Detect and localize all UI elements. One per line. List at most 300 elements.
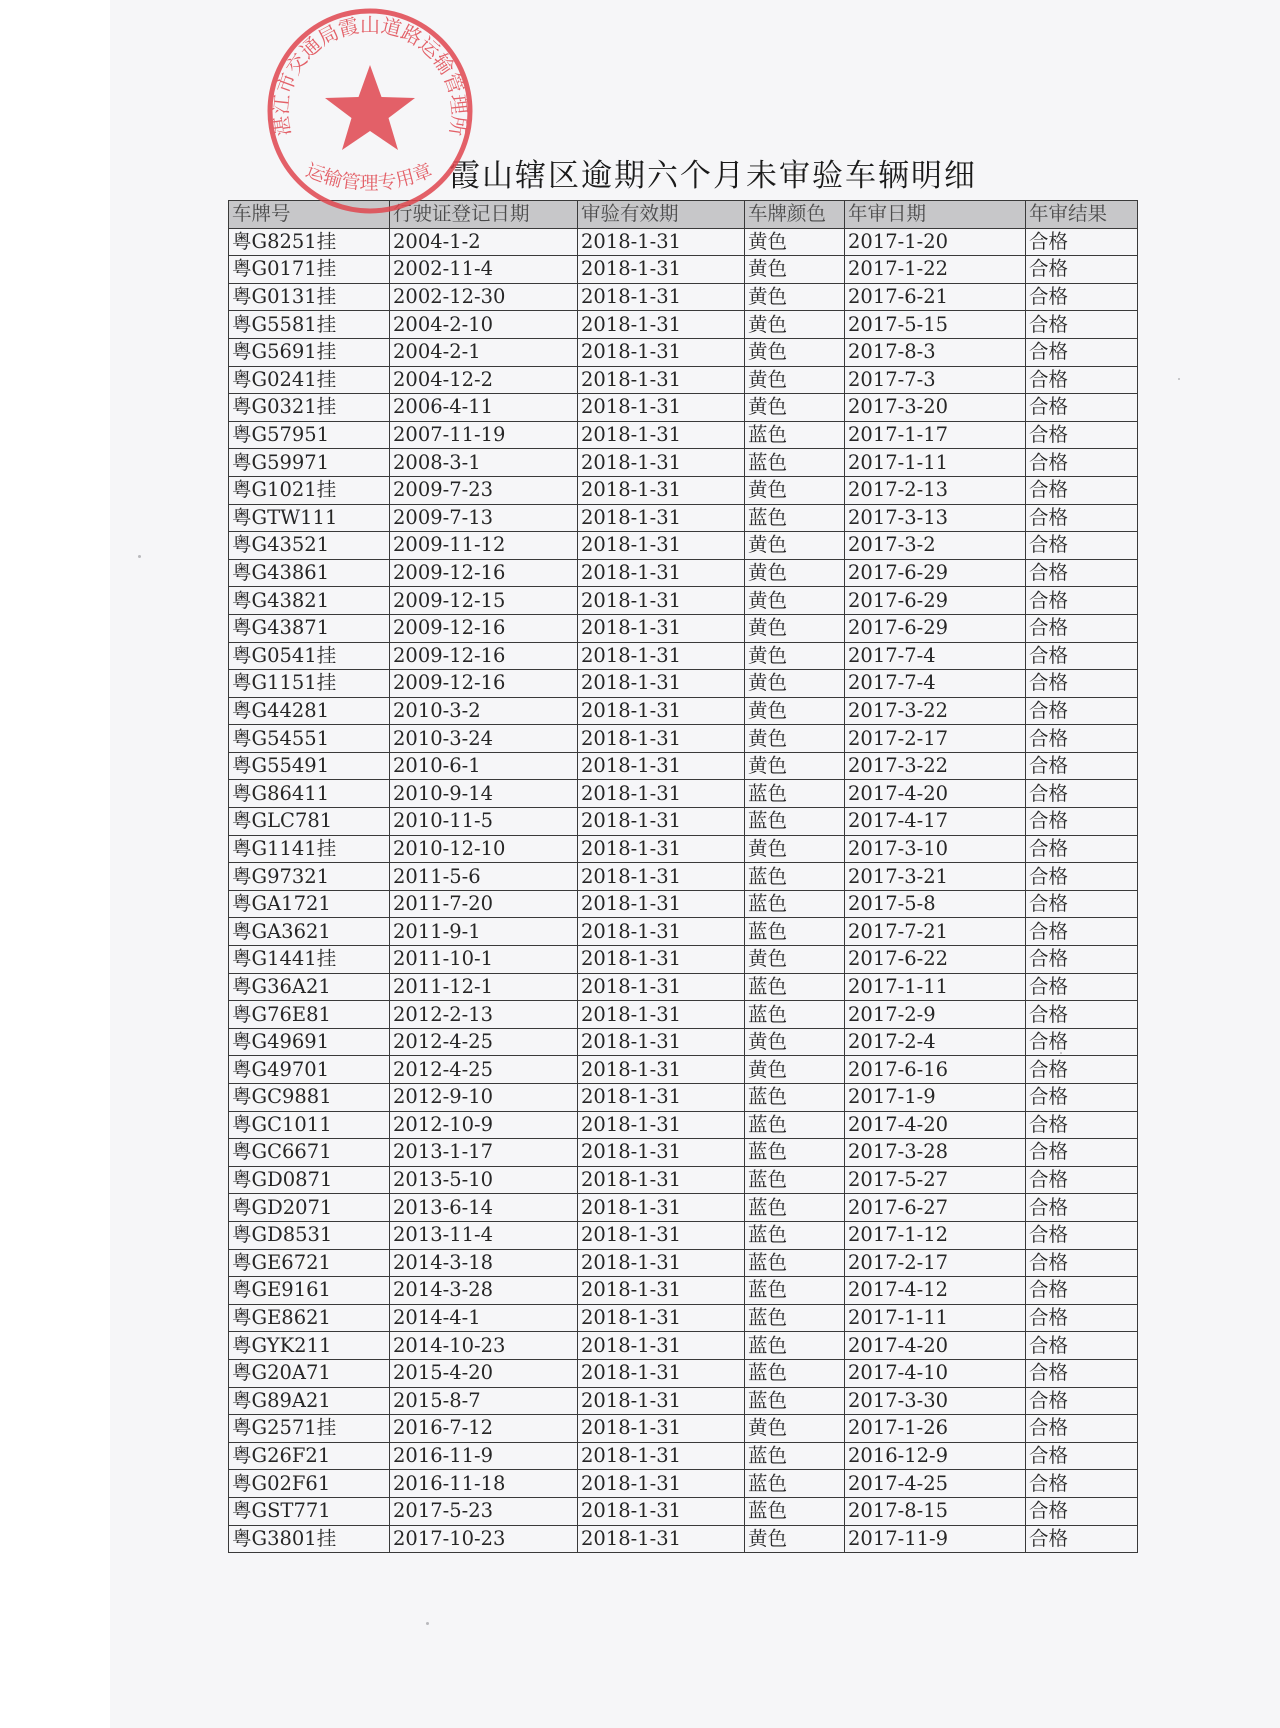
table-row xyxy=(229,1194,1138,1222)
inspection-result-cell: 合格 xyxy=(1026,1166,1138,1194)
registration-date-cell: 2015-4-20 xyxy=(390,1359,578,1387)
plate-color-cell: 黄色 xyxy=(745,366,845,394)
inspection-result-cell: 合格 xyxy=(1026,614,1138,642)
inspection-result-cell: 合格 xyxy=(1026,1442,1138,1470)
plate-color-cell: 蓝色 xyxy=(745,1277,845,1305)
plate-number-cell: 粤G43871 xyxy=(229,614,390,642)
plate-number-cell: 粤G1141挂 xyxy=(229,835,390,863)
inspection-date-cell: 2017-4-25 xyxy=(845,1470,1026,1498)
inspection-validity-cell: 2018-1-31 xyxy=(578,394,745,422)
inspection-validity-cell: 2018-1-31 xyxy=(578,614,745,642)
table-row xyxy=(229,780,1138,808)
inspection-result-cell: 合格 xyxy=(1026,835,1138,863)
vehicle-table xyxy=(228,200,1138,1553)
header-registration-date: 行驶证登记日期 xyxy=(390,201,578,229)
table-row xyxy=(229,725,1138,753)
registration-date-cell: 2011-10-1 xyxy=(390,946,578,974)
header-inspection-date: 年审日期 xyxy=(845,201,1026,229)
inspection-validity-cell: 2018-1-31 xyxy=(578,1387,745,1415)
inspection-validity-cell: 2018-1-31 xyxy=(578,532,745,560)
table-row xyxy=(229,338,1138,366)
inspection-result-cell: 合格 xyxy=(1026,670,1138,698)
registration-date-cell: 2013-1-17 xyxy=(390,1139,578,1167)
table-row xyxy=(229,835,1138,863)
official-seal xyxy=(256,3,484,223)
registration-date-cell: 2017-5-23 xyxy=(390,1497,578,1525)
inspection-result-cell: 合格 xyxy=(1026,1111,1138,1139)
inspection-result-cell: 合格 xyxy=(1026,1249,1138,1277)
table-row xyxy=(229,642,1138,670)
inspection-date-cell: 2017-8-3 xyxy=(845,338,1026,366)
inspection-validity-cell: 2018-1-31 xyxy=(578,697,745,725)
inspection-result-cell: 合格 xyxy=(1026,421,1138,449)
inspection-validity-cell: 2018-1-31 xyxy=(578,338,745,366)
plate-number-cell: 粤G0541挂 xyxy=(229,642,390,670)
plate-number-cell: 粤GE8621 xyxy=(229,1304,390,1332)
plate-number-cell: 粤GA3621 xyxy=(229,918,390,946)
plate-number-cell: 粤GC9881 xyxy=(229,1084,390,1112)
registration-date-cell: 2013-5-10 xyxy=(390,1166,578,1194)
plate-color-cell: 蓝色 xyxy=(745,1387,845,1415)
seal-bottom-text: 运输管理专用章 xyxy=(302,159,436,195)
plate-color-cell: 蓝色 xyxy=(745,421,845,449)
inspection-date-cell: 2017-7-4 xyxy=(845,642,1026,670)
plate-number-cell: 粤G5581挂 xyxy=(229,311,390,339)
table-row xyxy=(229,1359,1138,1387)
inspection-date-cell: 2017-2-4 xyxy=(845,1028,1026,1056)
plate-color-cell: 蓝色 xyxy=(745,973,845,1001)
table-row xyxy=(229,670,1138,698)
table-row xyxy=(229,973,1138,1001)
inspection-validity-cell: 2018-1-31 xyxy=(578,1084,745,1112)
registration-date-cell: 2010-3-24 xyxy=(390,725,578,753)
inspection-date-cell: 2017-3-22 xyxy=(845,697,1026,725)
plate-number-cell: 粤G2571挂 xyxy=(229,1415,390,1443)
inspection-validity-cell: 2018-1-31 xyxy=(578,1497,745,1525)
table-row xyxy=(229,1415,1138,1443)
plate-number-cell: 粤GC1011 xyxy=(229,1111,390,1139)
seal-star-icon xyxy=(325,65,415,150)
inspection-date-cell: 2017-1-9 xyxy=(845,1084,1026,1112)
table-row xyxy=(229,366,1138,394)
plate-color-cell: 黄色 xyxy=(745,752,845,780)
plate-color-cell: 黄色 xyxy=(745,725,845,753)
inspection-result-cell: 合格 xyxy=(1026,863,1138,891)
plate-color-cell: 黄色 xyxy=(745,642,845,670)
inspection-validity-cell: 2018-1-31 xyxy=(578,642,745,670)
inspection-date-cell: 2017-4-10 xyxy=(845,1359,1026,1387)
plate-color-cell: 蓝色 xyxy=(745,1221,845,1249)
registration-date-cell: 2009-12-16 xyxy=(390,614,578,642)
plate-number-cell: 粤G1021挂 xyxy=(229,476,390,504)
inspection-date-cell: 2017-6-21 xyxy=(845,283,1026,311)
inspection-date-cell: 2017-6-29 xyxy=(845,559,1026,587)
plate-color-cell: 蓝色 xyxy=(745,1111,845,1139)
plate-color-cell: 黄色 xyxy=(745,338,845,366)
plate-number-cell: 粤GST771 xyxy=(229,1497,390,1525)
inspection-validity-cell: 2018-1-31 xyxy=(578,228,745,256)
inspection-date-cell: 2017-5-8 xyxy=(845,890,1026,918)
inspection-validity-cell: 2018-1-31 xyxy=(578,283,745,311)
plate-color-cell: 蓝色 xyxy=(745,1332,845,1360)
inspection-result-cell: 合格 xyxy=(1026,725,1138,753)
registration-date-cell: 2011-7-20 xyxy=(390,890,578,918)
inspection-result-cell: 合格 xyxy=(1026,366,1138,394)
plate-color-cell: 蓝色 xyxy=(745,808,845,836)
plate-number-cell: 粤G0241挂 xyxy=(229,366,390,394)
plate-color-cell: 黄色 xyxy=(745,1525,845,1553)
scan-speck xyxy=(138,555,141,558)
inspection-result-cell: 合格 xyxy=(1026,283,1138,311)
plate-color-cell: 蓝色 xyxy=(745,504,845,532)
inspection-result-cell: 合格 xyxy=(1026,1221,1138,1249)
inspection-result-cell: 合格 xyxy=(1026,1332,1138,1360)
inspection-result-cell: 合格 xyxy=(1026,1028,1138,1056)
registration-date-cell: 2011-9-1 xyxy=(390,918,578,946)
inspection-result-cell: 合格 xyxy=(1026,338,1138,366)
plate-color-cell: 蓝色 xyxy=(745,890,845,918)
inspection-validity-cell: 2018-1-31 xyxy=(578,587,745,615)
table-row xyxy=(229,808,1138,836)
inspection-validity-cell: 2018-1-31 xyxy=(578,1194,745,1222)
inspection-date-cell: 2017-6-16 xyxy=(845,1056,1026,1084)
plate-number-cell: 粤G8251挂 xyxy=(229,228,390,256)
inspection-validity-cell: 2018-1-31 xyxy=(578,1056,745,1084)
inspection-validity-cell: 2018-1-31 xyxy=(578,1001,745,1029)
inspection-date-cell: 2017-3-20 xyxy=(845,394,1026,422)
plate-number-cell: 粤G57951 xyxy=(229,421,390,449)
table-row xyxy=(229,394,1138,422)
table-row xyxy=(229,697,1138,725)
inspection-validity-cell: 2018-1-31 xyxy=(578,311,745,339)
plate-number-cell: 粤GD2071 xyxy=(229,1194,390,1222)
plate-number-cell: 粤G43861 xyxy=(229,559,390,587)
plate-number-cell: 粤G76E81 xyxy=(229,1001,390,1029)
table-row xyxy=(229,1304,1138,1332)
inspection-date-cell: 2017-5-27 xyxy=(845,1166,1026,1194)
inspection-date-cell: 2017-1-20 xyxy=(845,228,1026,256)
inspection-result-cell: 合格 xyxy=(1026,697,1138,725)
inspection-date-cell: 2017-4-17 xyxy=(845,808,1026,836)
inspection-result-cell: 合格 xyxy=(1026,504,1138,532)
plate-color-cell: 黄色 xyxy=(745,532,845,560)
inspection-result-cell: 合格 xyxy=(1026,973,1138,1001)
table-row xyxy=(229,1056,1138,1084)
registration-date-cell: 2015-8-7 xyxy=(390,1387,578,1415)
table-row xyxy=(229,946,1138,974)
table-row xyxy=(229,614,1138,642)
plate-color-cell: 蓝色 xyxy=(745,1194,845,1222)
table-row xyxy=(229,1387,1138,1415)
plate-color-cell: 黄色 xyxy=(745,670,845,698)
table-row xyxy=(229,1166,1138,1194)
registration-date-cell: 2010-9-14 xyxy=(390,780,578,808)
inspection-date-cell: 2017-1-17 xyxy=(845,421,1026,449)
plate-color-cell: 蓝色 xyxy=(745,1442,845,1470)
inspection-date-cell: 2017-3-22 xyxy=(845,752,1026,780)
table-row xyxy=(229,1332,1138,1360)
inspection-result-cell: 合格 xyxy=(1026,476,1138,504)
plate-color-cell: 黄色 xyxy=(745,697,845,725)
inspection-date-cell: 2017-3-2 xyxy=(845,532,1026,560)
plate-color-cell: 蓝色 xyxy=(745,1084,845,1112)
seal-arc-text: 湛江市交通局霞山道路运输管理所 xyxy=(268,12,472,138)
plate-number-cell: 粤G54551 xyxy=(229,725,390,753)
registration-date-cell: 2013-11-4 xyxy=(390,1221,578,1249)
inspection-result-cell: 合格 xyxy=(1026,946,1138,974)
table-row xyxy=(229,1111,1138,1139)
registration-date-cell: 2011-12-1 xyxy=(390,973,578,1001)
registration-date-cell: 2016-11-18 xyxy=(390,1470,578,1498)
inspection-date-cell: 2017-2-17 xyxy=(845,725,1026,753)
inspection-validity-cell: 2018-1-31 xyxy=(578,780,745,808)
registration-date-cell: 2010-12-10 xyxy=(390,835,578,863)
inspection-result-cell: 合格 xyxy=(1026,780,1138,808)
inspection-validity-cell: 2018-1-31 xyxy=(578,256,745,284)
inspection-validity-cell: 2018-1-31 xyxy=(578,1166,745,1194)
plate-number-cell: 粤G20A71 xyxy=(229,1359,390,1387)
plate-number-cell: 粤G26F21 xyxy=(229,1442,390,1470)
plate-number-cell: 粤G0131挂 xyxy=(229,283,390,311)
table-row xyxy=(229,256,1138,284)
plate-number-cell: 粤G5691挂 xyxy=(229,338,390,366)
plate-number-cell: 粤G49691 xyxy=(229,1028,390,1056)
header-inspection-validity: 审验有效期 xyxy=(578,201,745,229)
inspection-validity-cell: 2018-1-31 xyxy=(578,1470,745,1498)
plate-number-cell: 粤G02F61 xyxy=(229,1470,390,1498)
table-row xyxy=(229,449,1138,477)
inspection-validity-cell: 2018-1-31 xyxy=(578,1277,745,1305)
plate-number-cell: 粤GD8531 xyxy=(229,1221,390,1249)
inspection-validity-cell: 2018-1-31 xyxy=(578,1304,745,1332)
registration-date-cell: 2009-7-13 xyxy=(390,504,578,532)
plate-number-cell: 粤G36A21 xyxy=(229,973,390,1001)
registration-date-cell: 2017-10-23 xyxy=(390,1525,578,1553)
inspection-result-cell: 合格 xyxy=(1026,1277,1138,1305)
scan-margin xyxy=(0,0,110,1728)
registration-date-cell: 2009-12-15 xyxy=(390,587,578,615)
table-row xyxy=(229,1139,1138,1167)
inspection-date-cell: 2017-1-11 xyxy=(845,973,1026,1001)
plate-number-cell: 粤G3801挂 xyxy=(229,1525,390,1553)
table-row xyxy=(229,1277,1138,1305)
inspection-result-cell: 合格 xyxy=(1026,752,1138,780)
inspection-result-cell: 合格 xyxy=(1026,1084,1138,1112)
registration-date-cell: 2012-9-10 xyxy=(390,1084,578,1112)
inspection-result-cell: 合格 xyxy=(1026,1359,1138,1387)
inspection-result-cell: 合格 xyxy=(1026,587,1138,615)
table-row xyxy=(229,1028,1138,1056)
inspection-result-cell: 合格 xyxy=(1026,311,1138,339)
plate-number-cell: 粤G44281 xyxy=(229,697,390,725)
inspection-date-cell: 2017-4-20 xyxy=(845,780,1026,808)
plate-color-cell: 黄色 xyxy=(745,311,845,339)
table-row xyxy=(229,752,1138,780)
inspection-result-cell: 合格 xyxy=(1026,1470,1138,1498)
plate-number-cell: 粤GE9161 xyxy=(229,1277,390,1305)
inspection-validity-cell: 2018-1-31 xyxy=(578,1525,745,1553)
registration-date-cell: 2007-11-19 xyxy=(390,421,578,449)
plate-number-cell: 粤G1441挂 xyxy=(229,946,390,974)
plate-color-cell: 蓝色 xyxy=(745,1166,845,1194)
table-row xyxy=(229,1525,1138,1553)
inspection-date-cell: 2017-3-21 xyxy=(845,863,1026,891)
inspection-result-cell: 合格 xyxy=(1026,1056,1138,1084)
inspection-validity-cell: 2018-1-31 xyxy=(578,1442,745,1470)
plate-color-cell: 蓝色 xyxy=(745,1359,845,1387)
inspection-result-cell: 合格 xyxy=(1026,256,1138,284)
registration-date-cell: 2004-2-1 xyxy=(390,338,578,366)
plate-number-cell: 粤GYK211 xyxy=(229,1332,390,1360)
table-row xyxy=(229,1497,1138,1525)
inspection-validity-cell: 2018-1-31 xyxy=(578,670,745,698)
registration-date-cell: 2012-10-9 xyxy=(390,1111,578,1139)
inspection-date-cell: 2017-11-9 xyxy=(845,1525,1026,1553)
plate-color-cell: 蓝色 xyxy=(745,918,845,946)
table-row xyxy=(229,863,1138,891)
registration-date-cell: 2009-12-16 xyxy=(390,559,578,587)
inspection-result-cell: 合格 xyxy=(1026,642,1138,670)
table-row xyxy=(229,476,1138,504)
table-row xyxy=(229,559,1138,587)
inspection-result-cell: 合格 xyxy=(1026,1001,1138,1029)
plate-number-cell: 粤GA1721 xyxy=(229,890,390,918)
plate-number-cell: 粤GD0871 xyxy=(229,1166,390,1194)
inspection-date-cell: 2017-3-13 xyxy=(845,504,1026,532)
registration-date-cell: 2004-2-10 xyxy=(390,311,578,339)
registration-date-cell: 2014-3-18 xyxy=(390,1249,578,1277)
table-row xyxy=(229,1442,1138,1470)
inspection-date-cell: 2017-5-15 xyxy=(845,311,1026,339)
inspection-date-cell: 2017-2-17 xyxy=(845,1249,1026,1277)
registration-date-cell: 2016-11-9 xyxy=(390,1442,578,1470)
plate-color-cell: 黄色 xyxy=(745,228,845,256)
table-row xyxy=(229,1221,1138,1249)
inspection-date-cell: 2017-2-9 xyxy=(845,1001,1026,1029)
plate-color-cell: 黄色 xyxy=(745,614,845,642)
inspection-validity-cell: 2018-1-31 xyxy=(578,1332,745,1360)
inspection-result-cell: 合格 xyxy=(1026,808,1138,836)
inspection-result-cell: 合格 xyxy=(1026,532,1138,560)
inspection-result-cell: 合格 xyxy=(1026,1415,1138,1443)
registration-date-cell: 2009-11-12 xyxy=(390,532,578,560)
plate-color-cell: 黄色 xyxy=(745,559,845,587)
inspection-validity-cell: 2018-1-31 xyxy=(578,752,745,780)
registration-date-cell: 2009-12-16 xyxy=(390,642,578,670)
plate-color-cell: 黄色 xyxy=(745,1415,845,1443)
registration-date-cell: 2010-11-5 xyxy=(390,808,578,836)
table-row xyxy=(229,1001,1138,1029)
registration-date-cell: 2009-12-16 xyxy=(390,670,578,698)
plate-number-cell: 粤G1151挂 xyxy=(229,670,390,698)
plate-color-cell: 蓝色 xyxy=(745,1470,845,1498)
plate-color-cell: 蓝色 xyxy=(745,449,845,477)
plate-color-cell: 黄色 xyxy=(745,476,845,504)
inspection-date-cell: 2017-1-11 xyxy=(845,1304,1026,1332)
table-row xyxy=(229,1470,1138,1498)
inspection-validity-cell: 2018-1-31 xyxy=(578,1111,745,1139)
inspection-validity-cell: 2018-1-31 xyxy=(578,946,745,974)
inspection-validity-cell: 2018-1-31 xyxy=(578,918,745,946)
inspection-date-cell: 2017-6-27 xyxy=(845,1194,1026,1222)
registration-date-cell: 2004-12-2 xyxy=(390,366,578,394)
plate-color-cell: 蓝色 xyxy=(745,780,845,808)
inspection-date-cell: 2017-2-13 xyxy=(845,476,1026,504)
registration-date-cell: 2016-7-12 xyxy=(390,1415,578,1443)
inspection-validity-cell: 2018-1-31 xyxy=(578,835,745,863)
registration-date-cell: 2008-3-1 xyxy=(390,449,578,477)
inspection-validity-cell: 2018-1-31 xyxy=(578,808,745,836)
plate-color-cell: 蓝色 xyxy=(745,863,845,891)
inspection-result-cell: 合格 xyxy=(1026,1525,1138,1553)
inspection-date-cell: 2017-6-22 xyxy=(845,946,1026,974)
inspection-result-cell: 合格 xyxy=(1026,1304,1138,1332)
registration-date-cell: 2002-12-30 xyxy=(390,283,578,311)
plate-number-cell: 粤G86411 xyxy=(229,780,390,808)
table-body xyxy=(229,228,1138,1553)
plate-number-cell: 粤G89A21 xyxy=(229,1387,390,1415)
inspection-date-cell: 2017-4-20 xyxy=(845,1332,1026,1360)
plate-color-cell: 黄色 xyxy=(745,835,845,863)
scan-speck xyxy=(1178,378,1180,380)
inspection-result-cell: 合格 xyxy=(1026,449,1138,477)
plate-number-cell: 粤GTW111 xyxy=(229,504,390,532)
inspection-result-cell: 合格 xyxy=(1026,1497,1138,1525)
inspection-date-cell: 2017-3-30 xyxy=(845,1387,1026,1415)
inspection-validity-cell: 2018-1-31 xyxy=(578,449,745,477)
plate-color-cell: 黄色 xyxy=(745,1028,845,1056)
table-row xyxy=(229,532,1138,560)
plate-number-cell: 粤G55491 xyxy=(229,752,390,780)
inspection-validity-cell: 2018-1-31 xyxy=(578,973,745,1001)
plate-number-cell: 粤G0171挂 xyxy=(229,256,390,284)
registration-date-cell: 2009-7-23 xyxy=(390,476,578,504)
inspection-result-cell: 合格 xyxy=(1026,228,1138,256)
plate-number-cell: 粤G59971 xyxy=(229,449,390,477)
header-plate-number: 车牌号 xyxy=(229,201,390,229)
registration-date-cell: 2012-4-25 xyxy=(390,1056,578,1084)
inspection-result-cell: 合格 xyxy=(1026,559,1138,587)
plate-number-cell: 粤GC6671 xyxy=(229,1139,390,1167)
inspection-validity-cell: 2018-1-31 xyxy=(578,1028,745,1056)
inspection-date-cell: 2017-7-3 xyxy=(845,366,1026,394)
plate-color-cell: 黄色 xyxy=(745,946,845,974)
plate-color-cell: 黄色 xyxy=(745,587,845,615)
registration-date-cell: 2006-4-11 xyxy=(390,394,578,422)
table-row xyxy=(229,587,1138,615)
plate-color-cell: 蓝色 xyxy=(745,1139,845,1167)
inspection-validity-cell: 2018-1-31 xyxy=(578,725,745,753)
inspection-validity-cell: 2018-1-31 xyxy=(578,1249,745,1277)
plate-number-cell: 粤GLC781 xyxy=(229,808,390,836)
plate-color-cell: 蓝色 xyxy=(745,1001,845,1029)
plate-color-cell: 黄色 xyxy=(745,394,845,422)
inspection-validity-cell: 2018-1-31 xyxy=(578,1359,745,1387)
plate-color-cell: 黄色 xyxy=(745,1056,845,1084)
inspection-validity-cell: 2018-1-31 xyxy=(578,1139,745,1167)
inspection-result-cell: 合格 xyxy=(1026,1139,1138,1167)
header-plate-color: 车牌颜色 xyxy=(745,201,845,229)
registration-date-cell: 2014-10-23 xyxy=(390,1332,578,1360)
table-row xyxy=(229,918,1138,946)
inspection-date-cell: 2016-12-9 xyxy=(845,1442,1026,1470)
inspection-result-cell: 合格 xyxy=(1026,1194,1138,1222)
inspection-validity-cell: 2018-1-31 xyxy=(578,366,745,394)
inspection-date-cell: 2017-7-21 xyxy=(845,918,1026,946)
inspection-date-cell: 2017-4-20 xyxy=(845,1111,1026,1139)
inspection-date-cell: 2017-4-12 xyxy=(845,1277,1026,1305)
inspection-validity-cell: 2018-1-31 xyxy=(578,476,745,504)
